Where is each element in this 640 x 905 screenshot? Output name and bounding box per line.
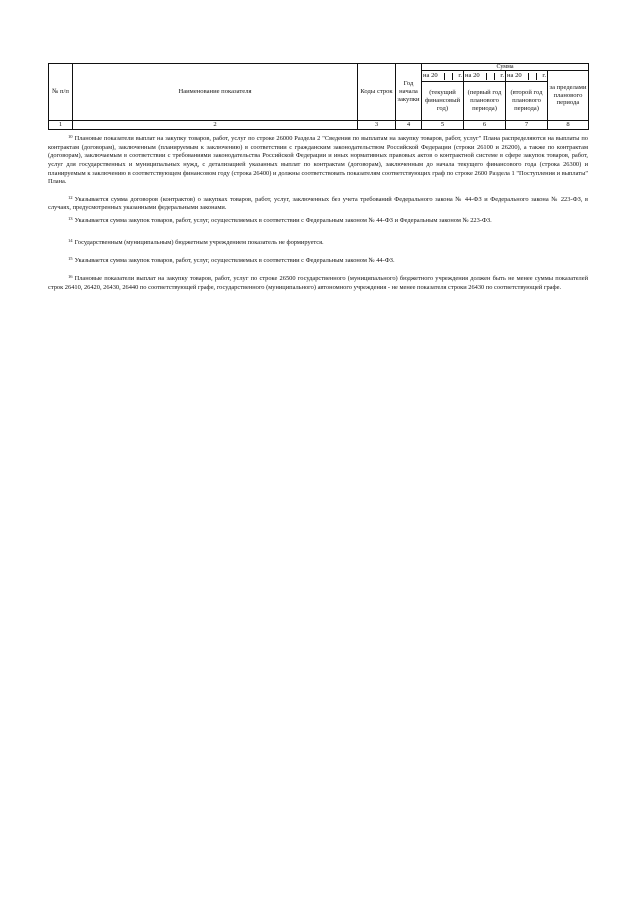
header-codes: Коды строк xyxy=(358,64,396,121)
footnote-text: Указывается сумма закупок товаров, работ, услуг, осуществляемых в соответствии с Федеральным законом № 44-ФЗ и Федеральным законом № 223-ФЗ. xyxy=(74,217,492,225)
col6-year-box xyxy=(486,73,495,80)
footnotes xyxy=(48,134,588,292)
header-col6-desc: (первый год планового периода) xyxy=(464,82,506,121)
footnote-text: Плановые показатели выплат на закупку товаров, работ, услуг по строке 26000 Раздела 2 "Сведения по выплатам на закупку товаров, работ, услуг" Плана распределяются на выплаты по контрактам (договорам), заключенным (планируемым к заключению) в соответствии с гражданским законодательством Российской Федерации (строки 26100 и 26200), а также по контрактам (договорам), заключаемым в соответствии с требованиями законодательства Российской Федерации и иных нормативных правовых актов о контрактной системе в сфере закупок товаров, работ, услуг для государственных и муниципальных нужд, с детализацией указанных выплат по контрактам (договорам), заключенным до начала текущего финансового года (строка 26300) и планируемым к заключению в соответствующем финансовом году (строка 26400) и должны соответствовать показателям соответствующих граф по строке 2600 Раздела 1 "Поступления и выплаты" Плана. xyxy=(48,135,588,186)
col5-year-suffix: г. xyxy=(458,72,462,80)
summary-table xyxy=(48,63,589,130)
column-number-row xyxy=(49,121,589,130)
header-col7-desc: (второй год планового периода) xyxy=(506,82,548,121)
footnote-number: 15 xyxy=(68,256,73,262)
header-col5-year xyxy=(422,71,464,82)
col-number: 4 xyxy=(396,121,422,130)
col7-year-box xyxy=(528,73,537,80)
footnote xyxy=(48,195,588,213)
footnote-text: Указывается сумма договоров (контрактов) о закупках товаров, работ, услуг, заключенных без учета требований Федерального закона № 44-ФЗ и Федерального закона № 223-ФЗ, в случаях, предусмотренных указанными федеральными законами. xyxy=(48,195,588,212)
header-num: № п/п xyxy=(49,64,73,121)
col-number: 6 xyxy=(464,121,506,130)
col-number: 2 xyxy=(73,121,358,130)
footnote-number: 12 xyxy=(68,194,73,200)
header-col6-year xyxy=(464,71,506,82)
header-year: Год начала закупки xyxy=(396,64,422,121)
footnote-number: 13 xyxy=(68,216,73,222)
footnote-number: 16 xyxy=(68,274,73,280)
header-col7-year xyxy=(506,71,548,82)
col5-year-box xyxy=(444,73,453,80)
footnote-number: 14 xyxy=(68,237,73,243)
header-name: Наименование показателя xyxy=(73,64,358,121)
col-number: 3 xyxy=(358,121,396,130)
header-sum: Сумма xyxy=(422,64,589,71)
footnote-text: Указывается сумма закупок товаров, работ, услуг, осуществляемых в соответствии с Федеральным законом № 44-ФЗ. xyxy=(74,257,395,265)
footnote xyxy=(48,256,588,266)
footnote-text: Плановые показатели выплат на закупку товаров, работ, услуг по строке 26500 государственного (муниципального) бюджетного учреждения должен быть не менее суммы показателей строк 26410, 26420, 26430, 26440 по соответствующей графе, государственного (муниципального) автономного учреждения - не менее показателя строки 26430 по соответствующей графе. xyxy=(48,275,588,291)
footnote xyxy=(48,134,588,187)
footnote-number: 10 xyxy=(68,134,73,139)
header-col8: за пределами планового периода xyxy=(548,71,589,121)
header-col5-desc: (текущий финансовый год) xyxy=(422,82,464,121)
footnote xyxy=(48,216,588,226)
col-number: 8 xyxy=(548,121,589,130)
col-number: 5 xyxy=(422,121,464,130)
col6-year-prefix: на 20 xyxy=(465,72,480,80)
footnote xyxy=(48,274,588,292)
footnote-text: Государственным (муниципальным) бюджетным учреждением показатель не формируется. xyxy=(74,238,324,246)
col-number: 1 xyxy=(49,121,73,130)
col6-year-suffix: г. xyxy=(500,72,504,80)
col7-year-suffix: г. xyxy=(542,72,546,80)
footnote xyxy=(48,238,588,248)
col-number: 7 xyxy=(506,121,548,130)
col5-year-prefix: на 20 xyxy=(423,72,438,80)
col7-year-prefix: на 20 xyxy=(507,72,522,80)
